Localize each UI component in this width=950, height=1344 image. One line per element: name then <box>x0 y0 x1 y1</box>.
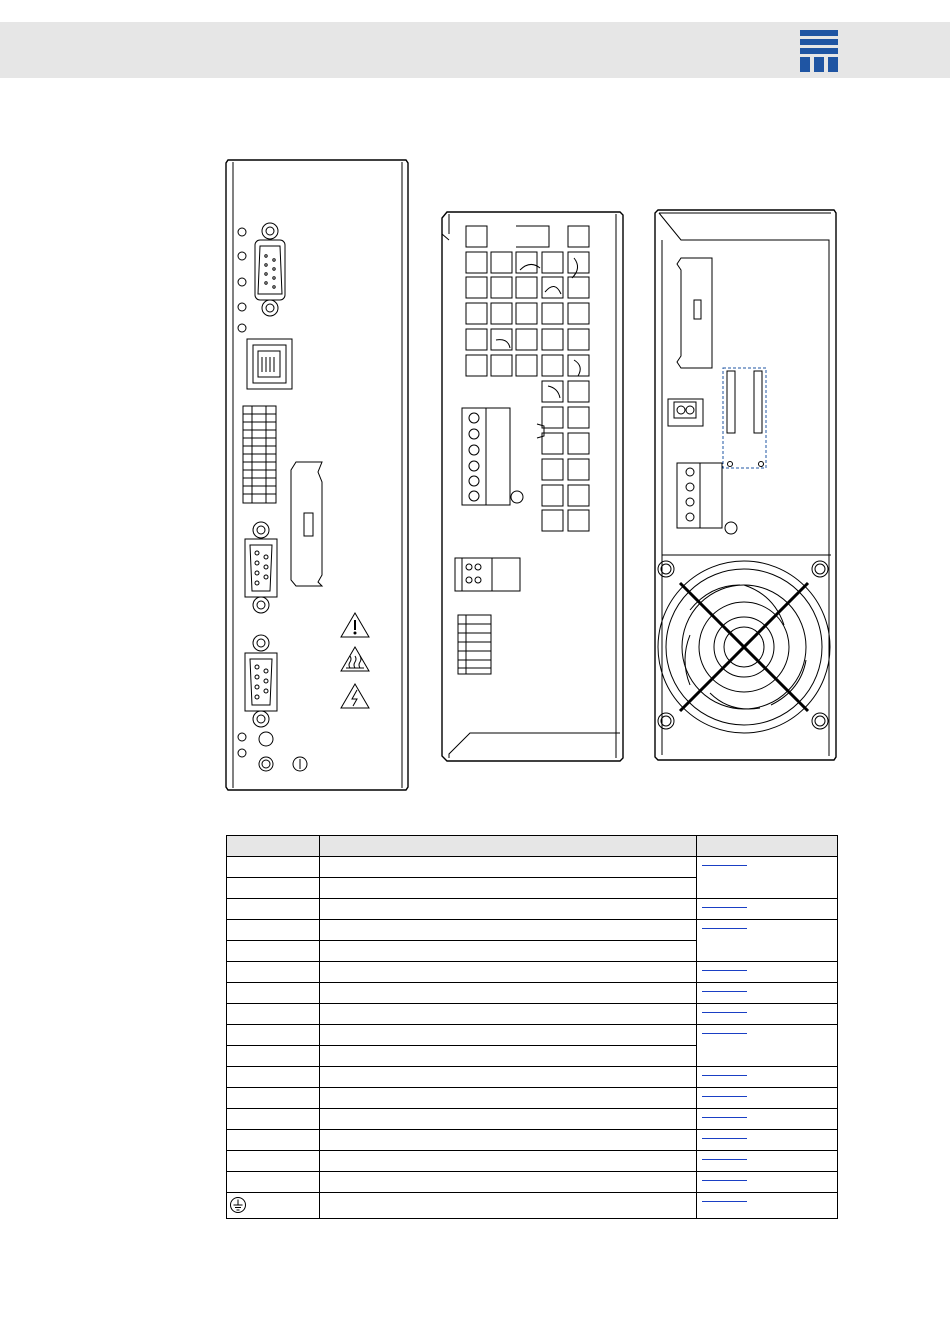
cell-description <box>320 1193 697 1219</box>
option-slot <box>291 462 322 586</box>
cell-symbol <box>227 1025 320 1046</box>
cell-symbol <box>227 1004 320 1025</box>
table-row <box>227 857 838 878</box>
power-terminal-side <box>462 408 544 505</box>
cell-reference[interactable] <box>696 899 837 920</box>
cell-reference[interactable] <box>696 1004 837 1025</box>
table-row <box>227 1130 838 1151</box>
hot-surface-icon <box>341 647 369 671</box>
cell-reference[interactable] <box>696 1067 837 1088</box>
side-view <box>442 212 623 761</box>
cell-symbol <box>227 983 320 1004</box>
cell-reference[interactable] <box>696 1025 837 1067</box>
cell-symbol <box>227 941 320 962</box>
page-reference-link[interactable] <box>702 865 747 866</box>
cell-description <box>320 1067 697 1088</box>
table-row <box>227 1067 838 1088</box>
cell-description <box>320 1025 697 1046</box>
vent-grid <box>466 226 589 531</box>
option-slot-top <box>677 258 712 368</box>
cell-symbol <box>227 1109 320 1130</box>
cell-description <box>320 941 697 962</box>
page-reference-link[interactable] <box>702 1012 747 1013</box>
page-reference-link[interactable] <box>702 991 747 992</box>
cell-symbol <box>227 962 320 983</box>
page-reference-link[interactable] <box>702 907 747 908</box>
cell-symbol <box>227 857 320 878</box>
ethernet-port <box>247 339 292 389</box>
table-row <box>227 1109 838 1130</box>
page-reference-link[interactable] <box>702 970 747 971</box>
cooling-fan <box>658 561 830 733</box>
cell-reference[interactable] <box>696 1088 837 1109</box>
ground-icon <box>229 1196 247 1214</box>
electric-shock-icon <box>341 684 369 708</box>
page-reference-link[interactable] <box>702 1075 747 1076</box>
legend-table <box>226 835 838 1219</box>
cell-symbol <box>227 878 320 899</box>
table-row <box>227 1088 838 1109</box>
cell-symbol <box>227 899 320 920</box>
page-reference-link[interactable] <box>702 928 747 929</box>
cell-description <box>320 962 697 983</box>
cell-reference[interactable] <box>696 1193 837 1219</box>
page-reference-link[interactable] <box>702 1180 747 1181</box>
table-header-row <box>227 836 838 857</box>
cell-reference[interactable] <box>696 1172 837 1193</box>
cell-reference[interactable] <box>696 1151 837 1172</box>
table-row <box>227 1004 838 1025</box>
page-reference-link[interactable] <box>702 1117 747 1118</box>
cell-symbol <box>227 1172 320 1193</box>
top-view <box>655 210 836 760</box>
cell-description <box>320 1088 697 1109</box>
cell-description <box>320 983 697 1004</box>
cell-description <box>320 1046 697 1067</box>
page-reference-link[interactable] <box>702 1201 747 1202</box>
page-reference-link[interactable] <box>702 1138 747 1139</box>
cell-symbol <box>227 1067 320 1088</box>
table-row <box>227 983 838 1004</box>
table-row <box>227 920 838 941</box>
cell-symbol <box>227 1130 320 1151</box>
header-symbol <box>227 836 320 857</box>
power-terminal-top <box>677 463 737 534</box>
cell-description <box>320 1130 697 1151</box>
cell-reference[interactable] <box>696 920 837 962</box>
cell-description <box>320 1172 697 1193</box>
header-reference <box>696 836 837 857</box>
table-row <box>227 899 838 920</box>
cell-description <box>320 1109 697 1130</box>
cell-symbol <box>227 1151 320 1172</box>
cell-description <box>320 857 697 878</box>
cell-reference[interactable] <box>696 857 837 899</box>
table-row <box>227 1193 838 1219</box>
cell-description <box>320 878 697 899</box>
page-reference-link[interactable] <box>702 1159 747 1160</box>
cell-description <box>320 1004 697 1025</box>
terminal-strip <box>243 406 276 503</box>
dsub-connector-top <box>255 223 285 316</box>
dsub-connector-bottom <box>245 635 277 727</box>
cell-symbol <box>227 1088 320 1109</box>
cell-symbol <box>227 920 320 941</box>
signal-connector-side <box>458 615 491 674</box>
table-row <box>227 1025 838 1046</box>
page-reference-link[interactable] <box>702 1096 747 1097</box>
small-connector-top <box>668 399 703 426</box>
cell-symbol <box>227 1193 320 1219</box>
cell-description <box>320 899 697 920</box>
small-connector-side <box>455 558 520 591</box>
dsub-connector-middle <box>245 522 277 613</box>
cell-symbol <box>227 1046 320 1067</box>
page-reference-link[interactable] <box>702 1033 747 1034</box>
cell-reference[interactable] <box>696 962 837 983</box>
cell-reference[interactable] <box>696 1109 837 1130</box>
cell-description <box>320 920 697 941</box>
cell-reference[interactable] <box>696 983 837 1004</box>
table-row <box>227 1151 838 1172</box>
general-warning-icon <box>341 613 369 637</box>
cell-reference[interactable] <box>696 1130 837 1151</box>
table-row <box>227 962 838 983</box>
cell-description <box>320 1151 697 1172</box>
table-row <box>227 1172 838 1193</box>
front-view <box>226 160 408 790</box>
header-description <box>320 836 697 857</box>
